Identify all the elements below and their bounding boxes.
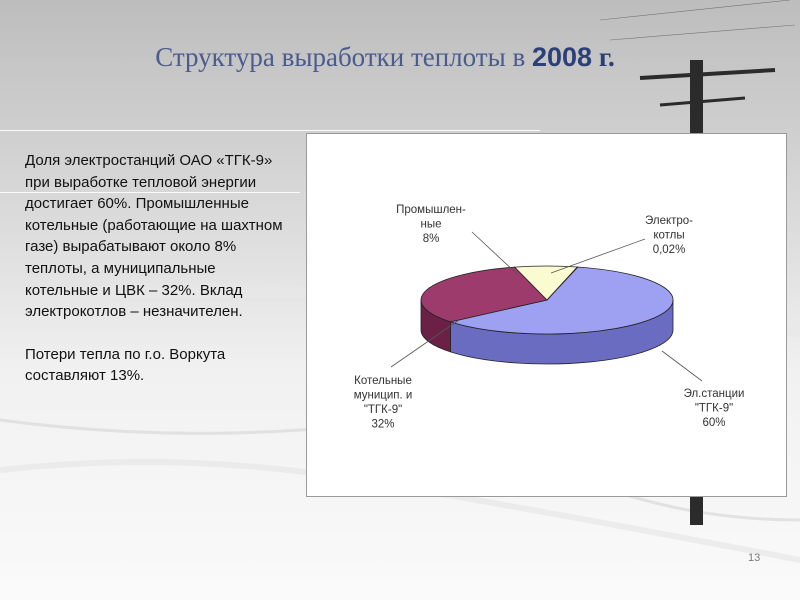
slice-label-1: Котельные муницип. и "ТГК-9" 32% (353, 375, 413, 431)
slice-label-3: Электро-котлы 0,02% (644, 215, 694, 256)
slice-label-2: Промышлен-ные 8% (396, 204, 466, 245)
description-text-block (25, 150, 285, 387)
title-tail: г. (592, 42, 615, 72)
page-number: 13 (748, 552, 761, 564)
title-text: Структура выработки теплоты в (155, 42, 532, 72)
slide-title (0, 42, 770, 73)
losses-paragraph: Потери тепла по г.о. Воркута составляют 13%. (25, 345, 226, 385)
title-year: 2008 (531, 42, 593, 72)
leader-line-2 (472, 232, 517, 274)
description-paragraph: Доля электростанций ОАО «ТГК-9» при выработке тепловой энергии достигает 60%. Промышленные котельные (работающие на шахтном газе) вырабатывают около 8% теплоты, а муниципальные котельные и ЦВК – 32%. Вклад электрокотлов – незначителен. (25, 152, 283, 321)
leader-line-0 (662, 351, 702, 381)
pie-chart-panel (306, 133, 787, 497)
slice-label-0: Эл.станции "ТГК-9" 60% (683, 388, 745, 429)
pie-chart (307, 134, 788, 498)
divider-line (0, 130, 540, 131)
leader-line-3 (551, 239, 645, 273)
